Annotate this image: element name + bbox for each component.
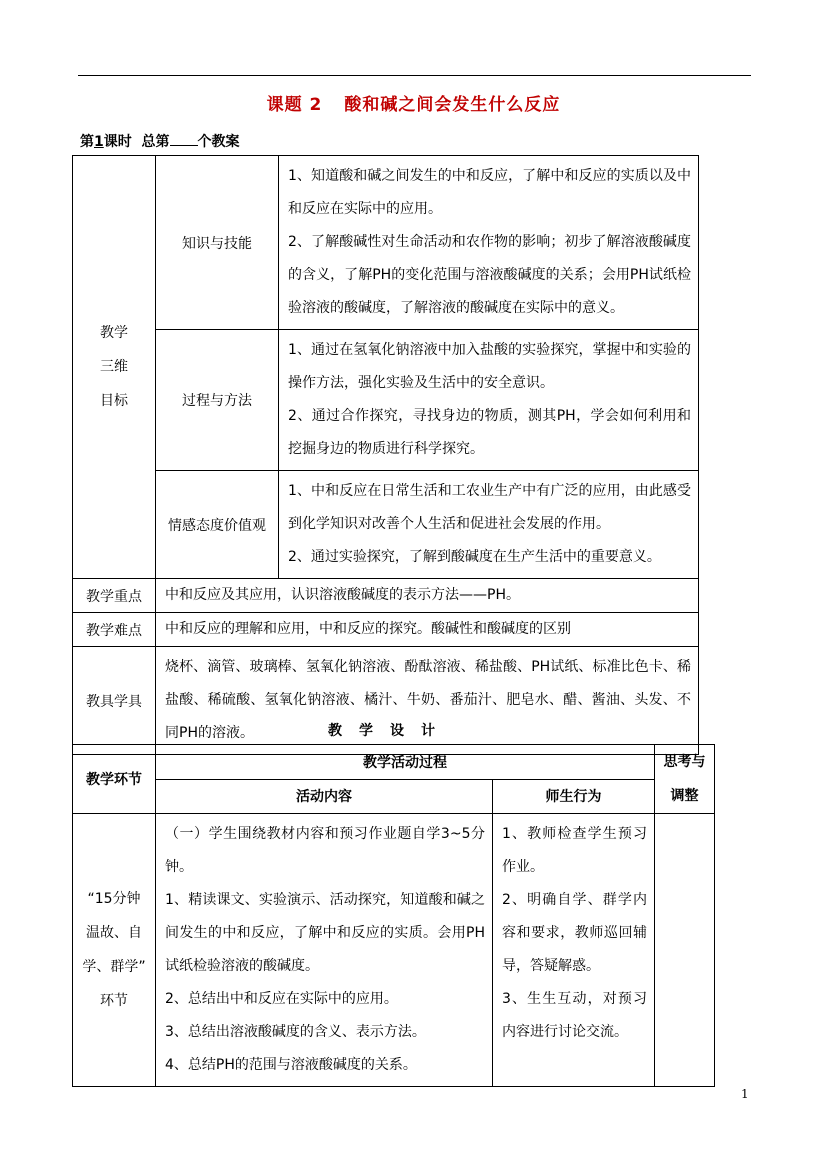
page-number: 1 — [741, 1087, 749, 1101]
title-subject: 酸和碱之间会发生什么反应 — [344, 95, 561, 115]
title-topic: 课题 2 — [266, 95, 323, 115]
reflect-column-header — [655, 745, 715, 814]
objectives-table — [72, 155, 699, 755]
tools-label: 教具学具 — [73, 647, 156, 755]
header-rule — [78, 75, 751, 76]
lesson-suffix: 个教案 — [197, 134, 240, 150]
knowledge-label: 知识与技能 — [156, 156, 279, 330]
row-label-line: 目标 — [100, 393, 128, 409]
page-title — [0, 90, 827, 115]
stage-line: 学、群学” — [82, 959, 146, 975]
row-label-line: 教学 — [100, 325, 128, 341]
behavior-line: 3、生生互动，对预习内容进行讨论交流。 — [502, 991, 647, 1040]
lesson-mid: 课时 总第 — [103, 134, 170, 150]
content-line: 2、总结出中和反应在实际中的应用。 — [165, 991, 398, 1007]
process-content — [279, 330, 699, 471]
design-heading: 教学设计 — [328, 723, 452, 739]
emotion-content — [279, 471, 699, 579]
difficulty-row — [73, 613, 699, 647]
lesson-blank — [170, 133, 198, 146]
stage-line: 温故、自 — [86, 925, 142, 941]
emotion-line: 2、通过实验探究，了解到酸碱度在生产生活中的重要意义。 — [288, 549, 661, 565]
design-header-row-2 — [73, 779, 715, 814]
content-line: 4、总结PH的范围与溶液酸碱度的关系。 — [165, 1057, 417, 1073]
content-line: 1、精读课文、实验演示、活动探究，知道酸和碱之间发生的中和反应，了解中和反应的实质。会用PH试纸检验溶液的酸碱度。 — [165, 892, 485, 974]
stage-line: 环节 — [100, 993, 128, 1009]
reflect-header-line: 思考与 — [663, 754, 706, 770]
process-line: 1、通过在氢氧化钠溶液中加入盐酸的实验探究，掌握中和实验的操作方法，强化实验及生活中的安全意识。 — [288, 342, 691, 391]
emotion-line: 1、中和反应在日常生活和工农业生产中有广泛的应用，由此感受到化学知识对改善个人生活和促进社会发展的作用。 — [288, 483, 691, 532]
tools-text: 烧杯、滴管、玻璃棒、氢氧化钠溶液、酚酞溶液、稀盐酸、PH试纸、标准比色卡、稀盐酸、稀硫酸、氢氧化钠溶液、橘汁、牛奶、番茄汁、肥皂水、醋、酱油、头发、不同PH的溶液。 — [156, 647, 699, 755]
lesson-number: 1 — [94, 134, 104, 150]
content-column-header: 活动内容 — [156, 779, 493, 814]
reflect-cell — [655, 814, 715, 1087]
behavior-line: 1、教师检查学生预习作业。 — [502, 826, 647, 875]
key-point-text: 中和反应及其应用，认识溶液酸碱度的表示方法——PH。 — [156, 579, 699, 613]
behavior-column-header: 师生行为 — [493, 779, 655, 814]
stage-line: “15分钟 — [87, 891, 141, 907]
content-line: 3、总结出溶液酸碱度的含义、表示方法。 — [165, 1024, 426, 1040]
key-point-row — [73, 579, 699, 613]
process-column-header: 教学活动过程 — [156, 745, 655, 780]
objectives-row-label — [73, 156, 156, 579]
design-header-row-1 — [73, 745, 715, 780]
knowledge-content — [279, 156, 699, 330]
objectives-row-process — [73, 330, 699, 471]
design-row-stage-1 — [73, 814, 715, 1087]
key-point-label: 教学重点 — [73, 579, 156, 613]
design-table — [72, 744, 715, 1087]
difficulty-text: 中和反应的理解和应用，中和反应的探究。酸碱性和酸碱度的区别 — [156, 613, 699, 647]
stage-column-header: 教学环节 — [73, 745, 156, 814]
emotion-label: 情感态度价值观 — [156, 471, 279, 579]
objectives-row-emotion — [73, 471, 699, 579]
row-label-line: 三维 — [100, 359, 128, 375]
behavior-line: 2、明确自学、群学内容和要求，教师巡回辅导，答疑解惑。 — [502, 892, 647, 974]
content-cell — [156, 814, 493, 1087]
stage-cell — [73, 814, 156, 1087]
difficulty-label: 教学难点 — [73, 613, 156, 647]
content-line: （一）学生围绕教材内容和预习作业题自学3~5分钟。 — [165, 826, 485, 875]
lesson-prefix: 第 — [80, 134, 94, 150]
behavior-cell — [493, 814, 655, 1087]
lesson-info — [80, 131, 240, 151]
process-label: 过程与方法 — [156, 330, 279, 471]
reflect-header-line: 调整 — [670, 788, 699, 804]
knowledge-line: 2、了解酸碱性对生命活动和农作物的影响；初步了解溶液酸碱度的含义，了解PH的变化范围与溶液酸碱度的关系；会用PH试纸检验溶液的酸碱度，了解溶液的酸碱度在实际中的意义。 — [288, 234, 691, 316]
knowledge-line: 1、知道酸和碱之间发生的中和反应，了解中和反应的实质以及中和反应在实际中的应用。 — [288, 168, 691, 217]
objectives-row-knowledge — [73, 156, 699, 330]
process-line: 2、通过合作探究，寻找身边的物质，测其PH，学会如何利用和挖掘身边的物质进行科学探究。 — [288, 408, 691, 457]
